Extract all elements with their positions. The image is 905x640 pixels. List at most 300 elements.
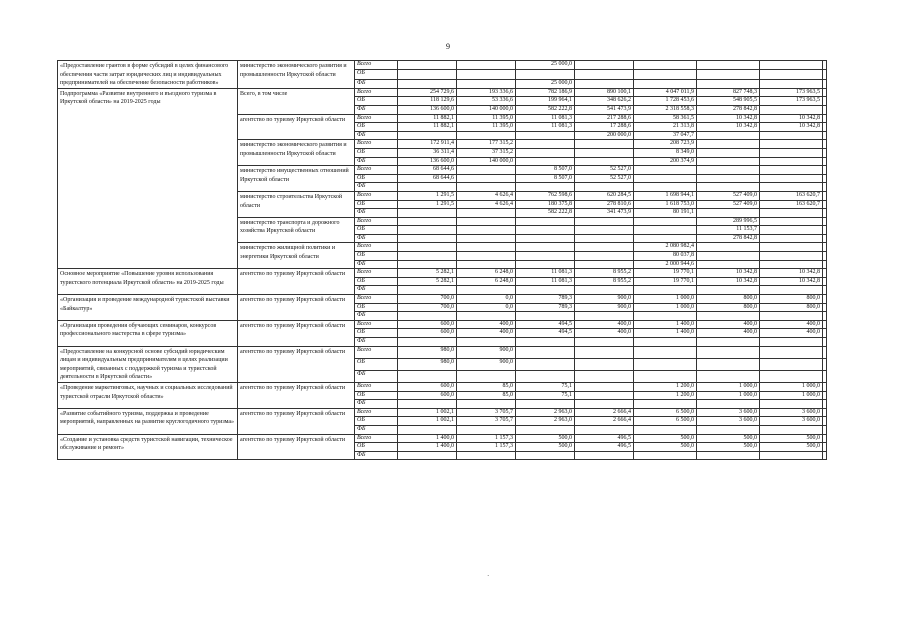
amount-cell xyxy=(823,312,827,321)
amount-cell xyxy=(398,131,457,140)
table-row xyxy=(58,88,827,97)
amount-cell xyxy=(516,226,575,235)
amount-cell: 527 409,0 xyxy=(697,200,760,209)
amount-cell: 8 955,2 xyxy=(575,269,634,278)
amount-cell xyxy=(697,400,760,409)
amount-cell: 5 282,1 xyxy=(398,269,457,278)
amount-cell xyxy=(575,157,634,166)
amount-cell: 496,5 xyxy=(575,443,634,452)
funding-source-cell: Всего xyxy=(355,382,398,391)
amount-cell: 900,0 xyxy=(457,346,516,358)
amount-cell xyxy=(760,286,823,295)
executor-cell: агентство по туризму Иркутской области xyxy=(238,346,355,382)
amount-cell xyxy=(398,61,457,70)
amount-cell xyxy=(823,166,827,175)
funding-source-cell: ФБ xyxy=(355,105,398,114)
amount-cell xyxy=(823,434,827,443)
amount-cell xyxy=(823,140,827,149)
amount-cell xyxy=(760,209,823,218)
amount-cell xyxy=(697,252,760,261)
executor-cell: агентство по туризму Иркутской области xyxy=(238,320,355,346)
amount-cell xyxy=(575,346,634,358)
amount-cell: 762 598,6 xyxy=(516,191,575,200)
amount-cell: 1 000,0 xyxy=(760,382,823,391)
amount-cell xyxy=(575,148,634,157)
amount-cell xyxy=(516,183,575,192)
funding-source-cell: ОБ xyxy=(355,148,398,157)
amount-cell xyxy=(697,243,760,252)
amount-cell xyxy=(823,443,827,452)
amount-cell xyxy=(516,234,575,243)
funding-source-cell: ФБ xyxy=(355,79,398,88)
amount-cell: 1 400,0 xyxy=(634,320,697,329)
amount-cell xyxy=(516,252,575,261)
amount-cell xyxy=(457,425,516,434)
funding-source-cell: ОБ xyxy=(355,417,398,426)
funding-source-cell: ОБ xyxy=(355,329,398,338)
amount-cell xyxy=(457,70,516,79)
amount-cell xyxy=(457,260,516,269)
amount-cell xyxy=(823,131,827,140)
amount-cell xyxy=(823,338,827,347)
amount-cell: 118 129,6 xyxy=(398,97,457,106)
amount-cell xyxy=(823,286,827,295)
amount-cell xyxy=(516,70,575,79)
amount-cell: 1 291,5 xyxy=(398,200,457,209)
amount-cell xyxy=(634,338,697,347)
activity-name-cell: «Организация и проведение международной туристской выставки «Байкалтур» xyxy=(58,295,238,321)
amount-cell: 85,0 xyxy=(457,382,516,391)
table-row xyxy=(58,382,827,391)
amount-cell: 217 288,6 xyxy=(575,114,634,123)
amount-cell: 1 000,0 xyxy=(697,391,760,400)
amount-cell xyxy=(760,226,823,235)
amount-cell: 177 315,2 xyxy=(457,140,516,149)
amount-cell xyxy=(575,382,634,391)
funding-source-cell: ОБ xyxy=(355,358,398,370)
budget-table xyxy=(57,60,827,460)
amount-cell xyxy=(697,358,760,370)
table-row xyxy=(58,320,827,329)
activity-name-cell: «Предоставление на конкурсной основе субсидий юридическим лицам и индивидуальным предпринимателям в целях реализации мероприятий, связанных с поддержкой туризма и туристской деятельности в Иркутской области» xyxy=(58,346,238,382)
amount-cell xyxy=(398,243,457,252)
amount-cell xyxy=(398,183,457,192)
amount-cell: 4 047 011,9 xyxy=(634,88,697,97)
amount-cell: 494,5 xyxy=(516,329,575,338)
amount-cell xyxy=(823,234,827,243)
amount-cell: 173 963,5 xyxy=(760,88,823,97)
amount-cell xyxy=(575,391,634,400)
amount-cell xyxy=(398,234,457,243)
amount-cell: 6 500,0 xyxy=(634,417,697,426)
amount-cell xyxy=(575,338,634,347)
amount-cell xyxy=(760,79,823,88)
amount-cell xyxy=(823,400,827,409)
amount-cell xyxy=(823,417,827,426)
amount-cell xyxy=(634,234,697,243)
amount-cell: 10 342,8 xyxy=(697,277,760,286)
table-row xyxy=(58,61,827,70)
funding-source-cell: ФБ xyxy=(355,234,398,243)
amount-cell: 1 000,0 xyxy=(634,303,697,312)
funding-source-cell: Всего xyxy=(355,191,398,200)
amount-cell xyxy=(516,243,575,252)
amount-cell xyxy=(575,243,634,252)
amount-cell: 400,0 xyxy=(697,329,760,338)
amount-cell xyxy=(634,226,697,235)
executor-cell: Всего, в том числе xyxy=(238,88,355,114)
amount-cell: 8 507,0 xyxy=(516,166,575,175)
amount-cell xyxy=(760,312,823,321)
amount-cell xyxy=(823,329,827,338)
amount-cell: 68 644,6 xyxy=(398,166,457,175)
amount-cell: 193 336,6 xyxy=(457,88,516,97)
amount-cell xyxy=(760,157,823,166)
amount-cell xyxy=(697,346,760,358)
amount-cell: 172 911,4 xyxy=(398,140,457,149)
amount-cell xyxy=(634,217,697,226)
amount-cell xyxy=(823,226,827,235)
amount-cell xyxy=(575,183,634,192)
amount-cell: 163 620,7 xyxy=(760,191,823,200)
amount-cell: 36 311,4 xyxy=(398,148,457,157)
amount-cell: 80 191,1 xyxy=(634,209,697,218)
amount-cell xyxy=(516,140,575,149)
amount-cell xyxy=(516,217,575,226)
amount-cell: 500,0 xyxy=(516,434,575,443)
executor-cell: агентство по туризму Иркутской области xyxy=(238,114,355,140)
amount-cell: 1 200,0 xyxy=(634,391,697,400)
amount-cell: 800,0 xyxy=(697,303,760,312)
amount-cell: 37 047,7 xyxy=(634,131,697,140)
amount-cell: 8 507,0 xyxy=(516,174,575,183)
amount-cell xyxy=(398,286,457,295)
amount-cell: 68 644,6 xyxy=(398,174,457,183)
amount-cell: 58 361,5 xyxy=(634,114,697,123)
amount-cell xyxy=(697,157,760,166)
amount-cell xyxy=(575,252,634,261)
amount-cell xyxy=(760,166,823,175)
amount-cell: 341 473,9 xyxy=(575,209,634,218)
amount-cell xyxy=(634,312,697,321)
funding-source-cell: ФБ xyxy=(355,157,398,166)
amount-cell xyxy=(457,217,516,226)
amount-cell xyxy=(823,370,827,382)
amount-cell xyxy=(760,252,823,261)
amount-cell: 600,0 xyxy=(398,391,457,400)
amount-cell: 700,0 xyxy=(398,295,457,304)
executor-cell: министерство жилищной политики и энергетики Иркутской области xyxy=(238,243,355,269)
amount-cell: 500,0 xyxy=(634,443,697,452)
funding-source-cell: Всего xyxy=(355,217,398,226)
funding-source-cell: Всего xyxy=(355,166,398,175)
amount-cell xyxy=(760,400,823,409)
amount-cell: 8 349,0 xyxy=(634,148,697,157)
funding-source-cell: Всего xyxy=(355,434,398,443)
funding-source-cell: ФБ xyxy=(355,400,398,409)
amount-cell: 620 284,5 xyxy=(575,191,634,200)
amount-cell xyxy=(823,70,827,79)
executor-cell: агентство по туризму Иркутской области xyxy=(238,269,355,295)
amount-cell: 400,0 xyxy=(457,329,516,338)
amount-cell xyxy=(697,79,760,88)
amount-cell xyxy=(760,234,823,243)
amount-cell: 348 626,2 xyxy=(575,97,634,106)
amount-cell xyxy=(398,217,457,226)
amount-cell xyxy=(760,105,823,114)
amount-cell: 900,0 xyxy=(575,295,634,304)
amount-cell: 11 882,1 xyxy=(398,123,457,132)
amount-cell xyxy=(823,200,827,209)
amount-cell: 10 342,8 xyxy=(760,269,823,278)
amount-cell: 3 705,7 xyxy=(457,408,516,417)
amount-cell xyxy=(457,174,516,183)
funding-source-cell: Всего xyxy=(355,320,398,329)
amount-cell xyxy=(457,400,516,409)
amount-cell: 37 315,2 xyxy=(457,148,516,157)
amount-cell xyxy=(697,286,760,295)
amount-cell xyxy=(823,61,827,70)
amount-cell: 8 955,2 xyxy=(575,277,634,286)
amount-cell xyxy=(823,243,827,252)
executor-cell: министерство экономического развития и промышленности Иркутской области xyxy=(238,61,355,89)
activity-name-cell: Основное мероприятие «Повышение уровня использования туристского потенциала Иркутской области» на 2019-2025 годы xyxy=(58,269,238,295)
amount-cell xyxy=(398,400,457,409)
funding-source-cell: ФБ xyxy=(355,209,398,218)
amount-cell: 11 081,3 xyxy=(516,269,575,278)
funding-source-cell: Всего xyxy=(355,61,398,70)
amount-cell xyxy=(823,209,827,218)
amount-cell xyxy=(516,358,575,370)
amount-cell xyxy=(760,358,823,370)
amount-cell xyxy=(516,286,575,295)
executor-cell: министерство имущественных отношений Иркутской области xyxy=(238,166,355,192)
amount-cell xyxy=(457,252,516,261)
amount-cell: 1 400,0 xyxy=(398,443,457,452)
amount-cell xyxy=(634,70,697,79)
amount-cell xyxy=(457,338,516,347)
amount-cell xyxy=(697,61,760,70)
amount-cell xyxy=(398,370,457,382)
amount-cell xyxy=(760,140,823,149)
amount-cell: 278 842,8 xyxy=(697,234,760,243)
funding-source-cell: ОБ xyxy=(355,226,398,235)
amount-cell xyxy=(823,320,827,329)
amount-cell xyxy=(398,312,457,321)
funding-source-cell: ОБ xyxy=(355,200,398,209)
amount-cell xyxy=(575,451,634,460)
amount-cell xyxy=(634,425,697,434)
amount-cell xyxy=(697,338,760,347)
amount-cell: 2 666,4 xyxy=(575,417,634,426)
amount-cell xyxy=(634,174,697,183)
amount-cell: 500,0 xyxy=(760,434,823,443)
activity-name-cell: «Проведение маркетинговых, научных и социальных исследований туристской отрасли Иркутской области» xyxy=(58,382,238,408)
amount-cell: 75,1 xyxy=(516,391,575,400)
amount-cell: 2 318 558,3 xyxy=(634,105,697,114)
amount-cell: 199 964,1 xyxy=(516,97,575,106)
amount-cell: 200 000,0 xyxy=(575,131,634,140)
funding-source-cell: ФБ xyxy=(355,451,398,460)
funding-source-cell: Всего xyxy=(355,269,398,278)
amount-cell: 1 000,0 xyxy=(760,391,823,400)
amount-cell: 2 666,4 xyxy=(575,408,634,417)
amount-cell xyxy=(575,234,634,243)
amount-cell: 1 291,5 xyxy=(398,191,457,200)
amount-cell: 980,0 xyxy=(398,358,457,370)
amount-cell xyxy=(634,79,697,88)
amount-cell: 136 600,0 xyxy=(398,157,457,166)
amount-cell: 3 600,0 xyxy=(760,417,823,426)
amount-cell: 1 728 453,6 xyxy=(634,97,697,106)
amount-cell xyxy=(634,286,697,295)
amount-cell: 11 882,1 xyxy=(398,114,457,123)
amount-cell xyxy=(697,148,760,157)
amount-cell xyxy=(398,209,457,218)
amount-cell xyxy=(457,451,516,460)
amount-cell: 800,0 xyxy=(760,295,823,304)
amount-cell: 10 342,8 xyxy=(760,114,823,123)
amount-cell: 4 626,4 xyxy=(457,200,516,209)
amount-cell: 400,0 xyxy=(575,329,634,338)
amount-cell: 400,0 xyxy=(697,320,760,329)
amount-cell xyxy=(823,269,827,278)
amount-cell xyxy=(634,358,697,370)
amount-cell: 2 963,0 xyxy=(516,417,575,426)
funding-source-cell: ОБ xyxy=(355,443,398,452)
funding-source-cell: ФБ xyxy=(355,260,398,269)
amount-cell: 496,5 xyxy=(575,434,634,443)
activity-name-cell: «Предоставление грантов в форме субсидий в целях финансового обеспечения части затрат юридических лиц и индивидуальных предпринимателей на обеспечение безопасности работников» xyxy=(58,61,238,89)
amount-cell: 0,0 xyxy=(457,295,516,304)
amount-cell xyxy=(634,61,697,70)
amount-cell xyxy=(760,370,823,382)
amount-cell xyxy=(697,131,760,140)
amount-cell: 1 618 753,0 xyxy=(634,200,697,209)
amount-cell: 11 395,0 xyxy=(457,114,516,123)
amount-cell: 19 770,1 xyxy=(634,277,697,286)
amount-cell: 700,0 xyxy=(398,303,457,312)
amount-cell: 582 222,8 xyxy=(516,209,575,218)
amount-cell xyxy=(823,358,827,370)
amount-cell: 10 342,8 xyxy=(760,277,823,286)
amount-cell: 900,0 xyxy=(575,303,634,312)
amount-cell xyxy=(457,166,516,175)
amount-cell xyxy=(823,346,827,358)
amount-cell: 17 288,6 xyxy=(575,123,634,132)
amount-cell: 3 600,0 xyxy=(697,408,760,417)
amount-cell: 1 002,1 xyxy=(398,417,457,426)
amount-cell xyxy=(457,131,516,140)
amount-cell xyxy=(398,79,457,88)
amount-cell xyxy=(823,105,827,114)
funding-source-cell: Всего xyxy=(355,243,398,252)
amount-cell xyxy=(575,286,634,295)
amount-cell xyxy=(760,260,823,269)
funding-source-cell: Всего xyxy=(355,295,398,304)
amount-cell: 6 248,0 xyxy=(457,277,516,286)
amount-cell xyxy=(823,408,827,417)
table-row xyxy=(58,408,827,417)
amount-cell xyxy=(697,174,760,183)
amount-cell: 827 748,3 xyxy=(697,88,760,97)
amount-cell xyxy=(823,391,827,400)
amount-cell xyxy=(697,425,760,434)
amount-cell: 11 081,3 xyxy=(516,277,575,286)
executor-cell: агентство по туризму Иркутской области xyxy=(238,408,355,434)
amount-cell xyxy=(760,346,823,358)
executor-cell: агентство по туризму Иркутской области xyxy=(238,295,355,321)
amount-cell xyxy=(823,79,827,88)
funding-source-cell: ФБ xyxy=(355,183,398,192)
amount-cell: 11 081,3 xyxy=(516,114,575,123)
funding-source-cell: ФБ xyxy=(355,286,398,295)
amount-cell: 80 037,8 xyxy=(634,252,697,261)
activity-name-cell: «Развитие событийного туризма, поддержка и проведение мероприятий, направленных на развитие круглогодичного туризма» xyxy=(58,408,238,434)
amount-cell: 400,0 xyxy=(575,320,634,329)
amount-cell xyxy=(697,260,760,269)
amount-cell: 900,0 xyxy=(457,358,516,370)
amount-cell: 52 527,0 xyxy=(575,174,634,183)
amount-cell xyxy=(516,346,575,358)
amount-cell: 400,0 xyxy=(760,320,823,329)
funding-source-cell: Всего xyxy=(355,408,398,417)
amount-cell: 10 342,8 xyxy=(697,123,760,132)
amount-cell xyxy=(457,79,516,88)
funding-source-cell: ФБ xyxy=(355,312,398,321)
amount-cell: 2 963,0 xyxy=(516,408,575,417)
amount-cell xyxy=(457,209,516,218)
amount-cell: 1 200,0 xyxy=(634,382,697,391)
amount-cell xyxy=(634,451,697,460)
amount-cell: 25 000,0 xyxy=(516,79,575,88)
amount-cell: 25 000,0 xyxy=(516,61,575,70)
amount-cell xyxy=(823,97,827,106)
amount-cell xyxy=(823,174,827,183)
scan-mark: · xyxy=(487,572,490,580)
amount-cell: 1 000,0 xyxy=(634,295,697,304)
amount-cell: 500,0 xyxy=(516,443,575,452)
amount-cell xyxy=(697,140,760,149)
amount-cell xyxy=(398,252,457,261)
amount-cell xyxy=(457,286,516,295)
amount-cell: 2 000 944,6 xyxy=(634,260,697,269)
amount-cell xyxy=(823,191,827,200)
amount-cell xyxy=(697,209,760,218)
amount-cell xyxy=(398,451,457,460)
activity-name-cell: «Организация проведения обучающих семинаров, конкурсов профессионального мастерства в сфере туризма» xyxy=(58,320,238,346)
executor-cell: агентство по туризму Иркутской области xyxy=(238,382,355,408)
amount-cell xyxy=(575,370,634,382)
amount-cell xyxy=(697,370,760,382)
amount-cell xyxy=(575,140,634,149)
amount-cell xyxy=(823,260,827,269)
amount-cell xyxy=(760,70,823,79)
amount-cell: 400,0 xyxy=(760,329,823,338)
amount-cell: 600,0 xyxy=(398,382,457,391)
amount-cell xyxy=(575,260,634,269)
amount-cell: 500,0 xyxy=(697,443,760,452)
amount-cell: 1 400,0 xyxy=(398,434,457,443)
executor-cell: министерство транспорта и дорожного хозяйства Иркутской области xyxy=(238,217,355,243)
amount-cell: 1 002,1 xyxy=(398,408,457,417)
amount-cell: 500,0 xyxy=(634,434,697,443)
amount-cell: 500,0 xyxy=(697,434,760,443)
table-body xyxy=(58,61,827,460)
table-row xyxy=(58,346,827,358)
amount-cell: 208 723,9 xyxy=(634,140,697,149)
amount-cell xyxy=(760,217,823,226)
